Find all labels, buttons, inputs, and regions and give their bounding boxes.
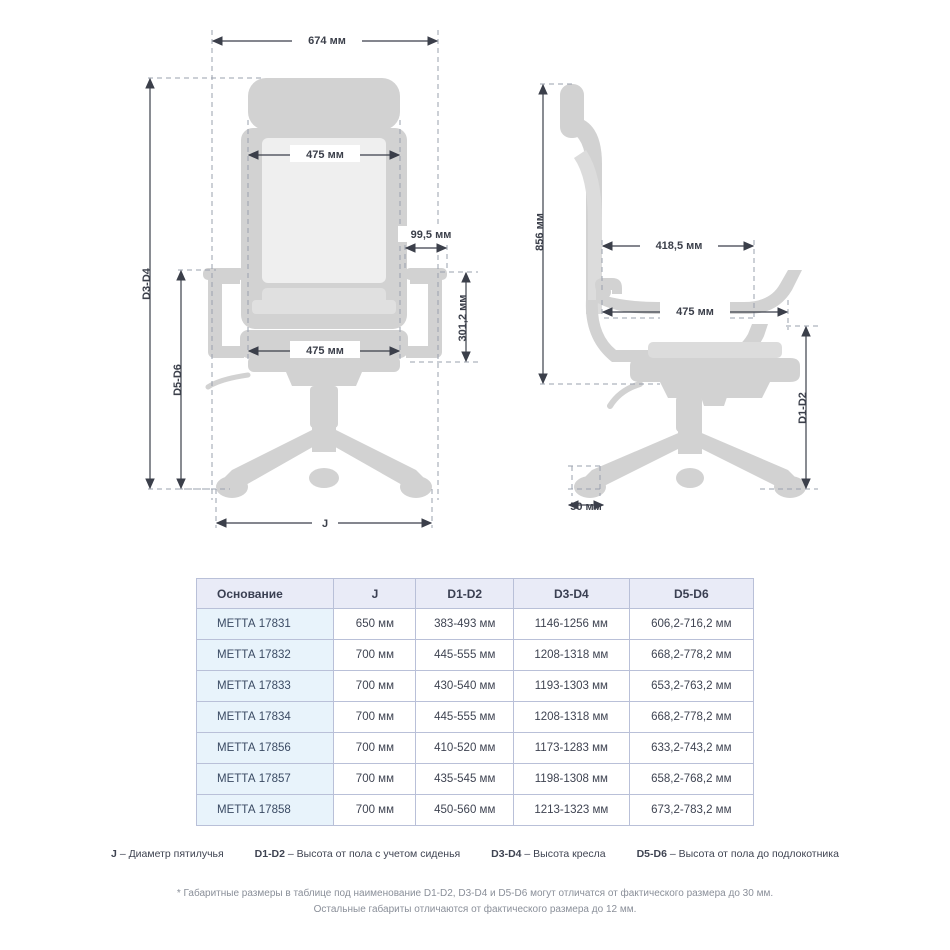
col-header-base: Основание — [197, 579, 334, 609]
cell-d5d6: 653,2-763,2 мм — [629, 671, 753, 702]
col-header-d3d4: D3-D4 — [514, 579, 630, 609]
col-header-d1d2: D1-D2 — [416, 579, 514, 609]
cell-d3d4: 1146-1256 мм — [514, 609, 630, 640]
table-row — [197, 764, 754, 795]
cell-base: МЕТТА 17856 — [197, 733, 334, 764]
legend-text-d5d6: – Высота от пола до подлокотника — [669, 848, 839, 860]
cell-d5d6: 673,2-783,2 мм — [629, 795, 753, 826]
cell-d1d2: 445-555 мм — [416, 640, 514, 671]
cell-d5d6: 668,2-778,2 мм — [629, 702, 753, 733]
table-row — [197, 702, 754, 733]
legend-item-d3d4 — [491, 848, 606, 860]
legend — [0, 848, 950, 860]
side-view-chair — [560, 84, 806, 498]
cell-d5d6: 658,2-768,2 мм — [629, 764, 753, 795]
cell-d5d6: 668,2-778,2 мм — [629, 640, 753, 671]
dim-total-height: D3-D4 — [141, 268, 153, 300]
cell-d3d4: 1198-1308 мм — [514, 764, 630, 795]
cell-d1d2: 450-560 мм — [416, 795, 514, 826]
legend-item-j — [111, 848, 224, 860]
cell-base: МЕТТА 17834 — [197, 702, 334, 733]
dim-armrest-floor-height: D5-D6 — [172, 364, 184, 396]
dim-armrest-height: 301,2 мм — [457, 294, 469, 342]
cell-d1d2: 410-520 мм — [416, 733, 514, 764]
table-row — [197, 795, 754, 826]
cell-d3d4: 1193-1303 мм — [514, 671, 630, 702]
legend-text-j: – Диаметр пятилучья — [119, 848, 224, 860]
col-header-d5d6: D5-D6 — [629, 579, 753, 609]
cell-d3d4: 1208-1318 мм — [514, 640, 630, 671]
dim-overall-depth: 418,5 мм — [655, 240, 703, 252]
col-header-j: J — [334, 579, 416, 609]
table-row — [197, 609, 754, 640]
legend-code-d3d4: D3-D4 — [491, 848, 522, 860]
legend-text-d1d2: – Высота от пола с учетом сиденья — [287, 848, 461, 860]
table-header-row — [197, 579, 754, 609]
table-row — [197, 733, 754, 764]
legend-code-j: J — [111, 848, 117, 860]
cell-d3d4: 1208-1318 мм — [514, 702, 630, 733]
cell-d3d4: 1213-1323 мм — [514, 795, 630, 826]
cell-j: 700 мм — [334, 640, 416, 671]
cell-base: МЕТТА 17857 — [197, 764, 334, 795]
cell-d5d6: 606,2-716,2 мм — [629, 609, 753, 640]
cell-base: МЕТТА 17858 — [197, 795, 334, 826]
cell-j: 700 мм — [334, 795, 416, 826]
front-view-chair — [203, 78, 447, 498]
cell-j: 700 мм — [334, 764, 416, 795]
dim-back-height: 856 мм — [534, 213, 546, 251]
cell-j: 650 мм — [334, 609, 416, 640]
dim-base-diameter: J — [321, 518, 329, 530]
dim-seat-depth: 475 мм — [676, 306, 714, 318]
table-row — [197, 640, 754, 671]
cell-d1d2: 383-493 мм — [416, 609, 514, 640]
specs-table-wrapper — [196, 578, 754, 826]
dim-overall-width: 674 мм — [308, 35, 346, 47]
legend-text-d3d4: – Высота кресла — [524, 848, 606, 860]
dim-seat-height: D1-D2 — [797, 392, 809, 424]
footnote — [0, 886, 950, 918]
dim-backrest-width: 475 мм — [306, 149, 344, 161]
footnote-line-2: Остальные габариты отличаются от фактического размера до 12 мм. — [313, 904, 637, 915]
legend-code-d5d6: D5-D6 — [636, 848, 667, 860]
dim-seat-width: 475 мм — [306, 345, 344, 357]
cell-base: МЕТТА 17831 — [197, 609, 334, 640]
cell-j: 700 мм — [334, 733, 416, 764]
cell-d5d6: 633,2-743,2 мм — [629, 733, 753, 764]
legend-item-d1d2 — [255, 848, 461, 860]
specs-table — [196, 578, 754, 826]
cell-j: 700 мм — [334, 702, 416, 733]
cell-base: МЕТТА 17832 — [197, 640, 334, 671]
dim-caster-height: 50 мм — [570, 501, 602, 513]
cell-d1d2: 430-540 мм — [416, 671, 514, 702]
table-row — [197, 671, 754, 702]
cell-j: 700 мм — [334, 671, 416, 702]
cell-d1d2: 445-555 мм — [416, 702, 514, 733]
cell-d3d4: 1173-1283 мм — [514, 733, 630, 764]
legend-code-d1d2: D1-D2 — [254, 848, 285, 860]
cell-base: МЕТТА 17833 — [197, 671, 334, 702]
legend-item-d5d6 — [637, 848, 839, 860]
dim-armrest-thickness: 99,5 мм — [410, 229, 452, 241]
footnote-line-1: * Габаритные размеры в таблице под наименование D1-D2, D3-D4 и D5-D6 могут отличатся от фактического размера до 30 мм. — [176, 888, 774, 899]
cell-d1d2: 435-545 мм — [416, 764, 514, 795]
